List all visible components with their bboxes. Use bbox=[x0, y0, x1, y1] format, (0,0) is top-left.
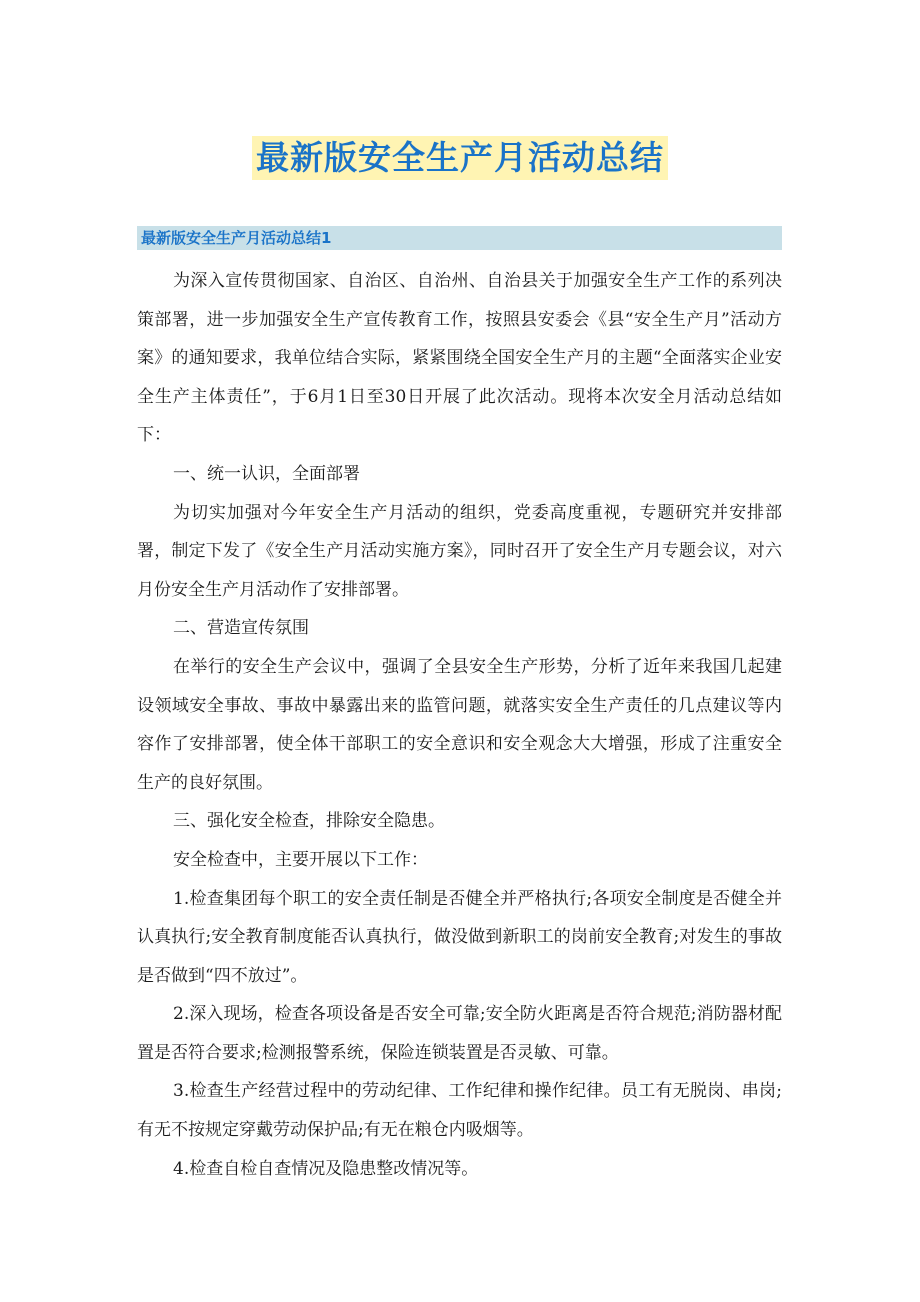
section-title: 最新版安全生产月活动总结1 bbox=[141, 229, 332, 247]
list-item-4: 4.检查自检自查情况及隐患整改情况等。 bbox=[173, 1158, 479, 1179]
paragraph-1: 为切实加强对今年安全生产月活动的组织，党委高度重视，专题研究并安排部署，制定下发了《安全生产月活动实施方案》，同时召开了安全生产月专题会议，对六月份安全生产月活动作了安排部署。 bbox=[137, 502, 782, 600]
document-body bbox=[137, 262, 782, 1188]
heading-1: 一、统一认识，全面部署 bbox=[173, 463, 360, 484]
paragraph-2: 在举行的安全生产会议中，强调了全县安全生产形势，分析了近年来我国几起建设领域安全事故、事故中暴露出来的监管问题，就落实安全生产责任的几点建议等内容作了安排部署，使全体干部职工的安全意识和安全观念大大增强，形成了注重安全生产的良好氛围。 bbox=[137, 656, 782, 793]
list-item-3: 3.检查生产经营过程中的劳动纪律、工作纪律和操作纪律。员工有无脱岗、串岗;有无不按规定穿戴劳动保护品;有无在粮仓内吸烟等。 bbox=[137, 1081, 782, 1141]
heading-2: 二、营造宣传氛围 bbox=[173, 618, 309, 639]
paragraph-3: 安全检查中，主要开展以下工作： bbox=[173, 849, 428, 870]
document-title: 最新版安全生产月活动总结 bbox=[252, 136, 668, 180]
section-header-bar bbox=[137, 226, 782, 250]
paragraph-intro: 为深入宣传贯彻国家、自治区、自治州、自治县关于加强安全生产工作的系列决策部署，进一步加强安全生产宣传教育工作，按照县安委会《县“安全生产月”活动方案》的通知要求，我单位结合实际，紧紧围绕全国安全生产月的主题“全面落实企业安全生产主体责任”，于6月1日至30日开展了此次活动。现将本次安全月活动总结如下： bbox=[137, 271, 782, 446]
title-wrap bbox=[0, 136, 920, 180]
heading-3: 三、强化安全检查，排除安全隐患。 bbox=[173, 811, 445, 832]
list-item-2: 2.深入现场，检查各项设备是否安全可靠;安全防火距离是否符合规范;消防器材配置是否符合要求;检测报警系统，保险连锁装置是否灵敏、可靠。 bbox=[137, 1004, 782, 1063]
list-item-1: 1.检查集团每个职工的安全责任制是否健全并严格执行;各项安全制度是否健全并认真执行;安全教育制度能否认真执行，做没做到新职工的岗前安全教育;对发生的事故是否做到“四不放过”。 bbox=[137, 888, 782, 986]
